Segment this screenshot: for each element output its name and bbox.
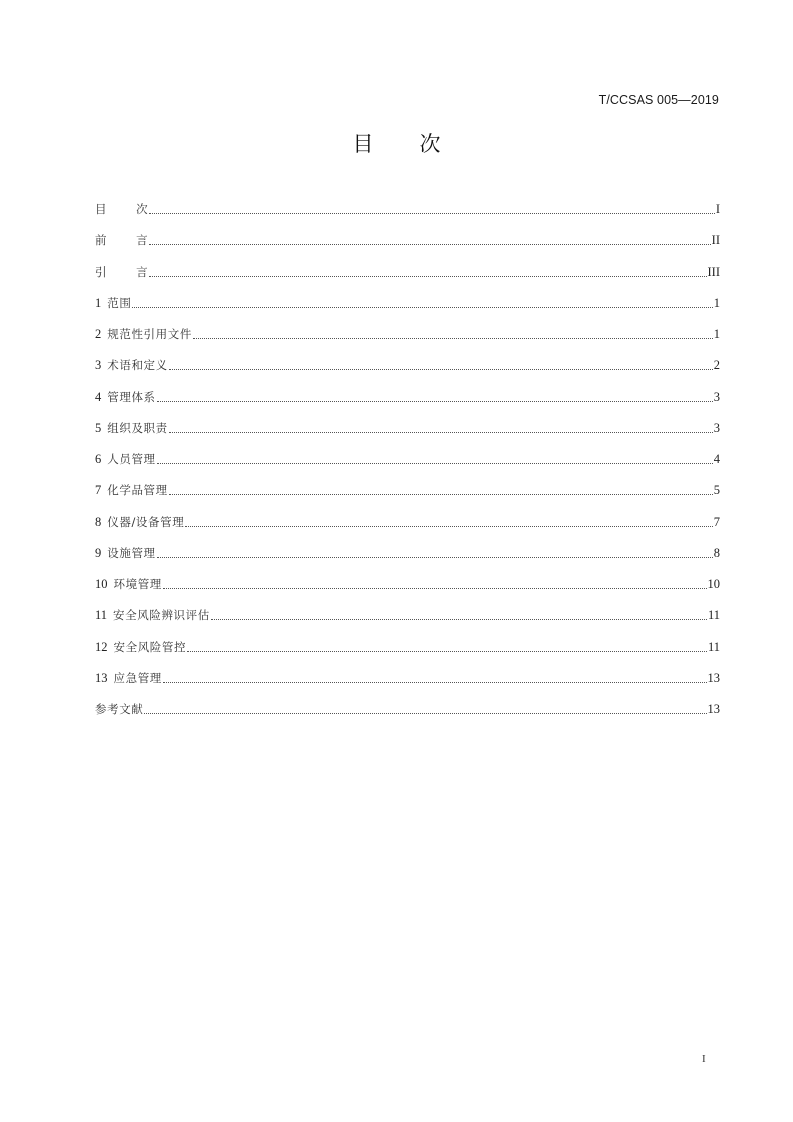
toc-page-number: 13	[707, 702, 720, 716]
toc-entry-8[interactable]	[95, 513, 720, 544]
section-number: 4	[95, 389, 102, 404]
dot-leader	[149, 263, 706, 277]
toc-entry-introduction[interactable]	[95, 263, 720, 294]
page-title-char-1: 目	[352, 132, 374, 156]
toc-entry-7[interactable]	[95, 481, 720, 512]
toc-entry-label	[95, 200, 148, 218]
dot-leader	[144, 700, 706, 714]
toc-entry-label	[95, 575, 162, 593]
toc-page-number: II	[711, 233, 720, 248]
section-title: 化学品管理	[107, 483, 168, 498]
dot-leader	[157, 450, 713, 464]
toc-page-number: 4	[713, 452, 720, 466]
toc-label-part-b: 次	[136, 202, 149, 216]
toc-page-number: III	[707, 264, 720, 279]
toc-entry-references[interactable]	[95, 700, 720, 731]
toc-entry-label	[95, 513, 184, 531]
dot-leader	[149, 200, 715, 214]
toc-entry-label	[95, 606, 210, 624]
section-title: 术语和定义	[107, 358, 168, 373]
section-number: 7	[95, 483, 102, 498]
section-number: 6	[95, 452, 102, 466]
toc-entry-label	[95, 294, 131, 312]
toc-page-number: 2	[713, 358, 720, 373]
section-number: 12	[95, 639, 108, 654]
dot-leader	[149, 231, 710, 245]
toc-label-part-a: 前	[95, 233, 108, 248]
toc-entry-13[interactable]	[95, 669, 720, 700]
toc-entry-label	[95, 388, 156, 406]
dot-leader	[157, 388, 713, 402]
toc-page-number: I	[715, 202, 720, 216]
section-number: 10	[95, 577, 108, 591]
toc-page-number: 1	[713, 295, 720, 310]
toc-page-number: 11	[707, 608, 720, 623]
dot-leader	[193, 325, 713, 339]
toc-label-part-a: 引	[95, 264, 108, 279]
toc-entry-label	[95, 231, 148, 249]
toc-page-number: 1	[713, 327, 720, 341]
dot-leader	[169, 356, 713, 370]
dot-leader	[169, 481, 713, 495]
dot-leader	[132, 294, 712, 308]
toc-entry-3[interactable]	[95, 356, 720, 387]
section-number: 9	[95, 545, 102, 560]
toc-entry-foreword[interactable]	[95, 231, 720, 262]
toc-page-number: 5	[713, 483, 720, 498]
toc-entry-label	[95, 700, 143, 718]
dot-leader	[157, 544, 713, 558]
section-title: 环境管理	[113, 577, 162, 591]
toc-entry-2[interactable]	[95, 325, 720, 356]
toc-page-number: 8	[713, 545, 720, 560]
footer-page-number: I	[702, 1053, 706, 1065]
toc-entry-label	[95, 263, 148, 281]
toc-entry-label	[95, 325, 192, 343]
toc-entry-6[interactable]	[95, 450, 720, 481]
section-number: 11	[95, 608, 108, 623]
toc-page-number: 10	[707, 577, 720, 591]
section-number: 2	[95, 327, 102, 341]
toc-entry-5[interactable]	[95, 419, 720, 450]
toc-page-number: 11	[707, 639, 720, 654]
section-number: 8	[95, 514, 102, 529]
section-title: 参考文献	[95, 702, 144, 716]
table-of-contents	[95, 200, 720, 731]
toc-entry-10[interactable]	[95, 575, 720, 606]
toc-entry-label	[95, 669, 162, 687]
toc-entry-4[interactable]	[95, 388, 720, 419]
dot-leader	[163, 669, 707, 683]
toc-entry-9[interactable]	[95, 544, 720, 575]
section-number: 13	[95, 670, 108, 685]
dot-leader	[187, 638, 707, 652]
toc-page-number: 13	[707, 670, 720, 685]
toc-page-number: 7	[713, 514, 720, 529]
toc-entry-label	[95, 356, 168, 374]
section-number: 5	[95, 420, 102, 435]
toc-label-part-b: 言	[136, 233, 149, 248]
toc-entry-contents[interactable]	[95, 200, 720, 231]
section-title: 仪器/设备管理	[107, 514, 185, 529]
section-title: 范围	[107, 295, 132, 310]
dot-leader	[185, 513, 712, 527]
section-title: 组织及职责	[107, 420, 168, 435]
document-code: T/CCSAS 005—2019	[598, 93, 719, 107]
section-number: 3	[95, 358, 102, 373]
section-title: 应急管理	[113, 670, 162, 685]
toc-entry-label	[95, 450, 156, 468]
toc-entry-11[interactable]	[95, 606, 720, 637]
section-number: 1	[95, 295, 102, 310]
section-title: 安全风险辨识评估	[113, 608, 210, 623]
toc-label-part-a: 目	[95, 202, 108, 216]
toc-entry-label	[95, 419, 168, 437]
toc-entry-label	[95, 544, 156, 562]
toc-label-part-b: 言	[136, 264, 149, 279]
toc-page-number: 3	[713, 420, 720, 435]
toc-page-number: 3	[713, 389, 720, 404]
section-title: 安全风险管控	[113, 639, 187, 654]
toc-entry-label	[95, 481, 168, 499]
page-title-char-2: 次	[419, 132, 441, 156]
section-title: 管理体系	[107, 389, 156, 404]
dot-leader	[169, 419, 713, 433]
toc-entry-label	[95, 638, 186, 656]
section-title: 人员管理	[107, 452, 156, 466]
section-title: 设施管理	[107, 545, 156, 560]
section-title: 规范性引用文件	[107, 327, 192, 341]
dot-leader	[211, 606, 707, 620]
toc-entry-12[interactable]	[95, 638, 720, 669]
page-title	[0, 128, 793, 158]
toc-entry-1[interactable]	[95, 294, 720, 325]
dot-leader	[163, 575, 707, 589]
